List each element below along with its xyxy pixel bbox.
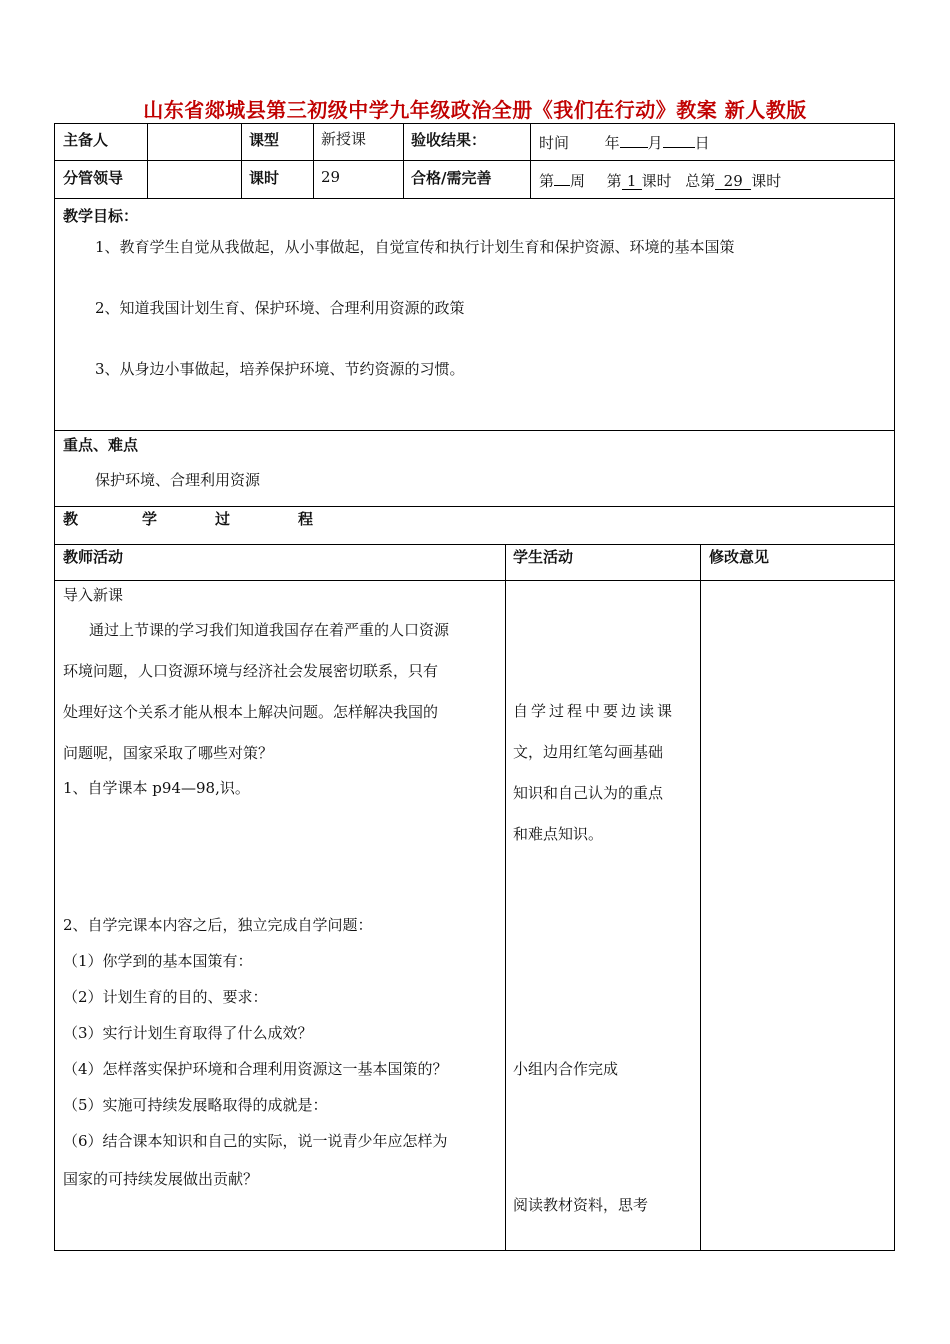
col-divider bbox=[147, 124, 148, 198]
column-header-revision: 修改意见 bbox=[709, 548, 770, 566]
intro-line: 处理好这个关系才能从根本上解决问题。怎样解决我国的 bbox=[63, 703, 439, 721]
lesson-plan-table bbox=[54, 123, 895, 1251]
goal-item: 1、教育学生自觉从我做起，从小事做起，自觉宣传和执行计划生育和保护资源、环境的基本国策 bbox=[95, 238, 735, 256]
intro-line: 环境问题，人口资源环境与经济社会发展密切联系，只有 bbox=[63, 662, 439, 680]
header-label-supervisor: 分管领导 bbox=[63, 169, 124, 187]
question-item: （6）结合课本知识和自己的实际，说一说青少年应怎样为 bbox=[63, 1132, 448, 1150]
lesson-prefix: 第 bbox=[606, 172, 622, 190]
year-label: 年 bbox=[604, 134, 620, 152]
intro-line: 通过上节课的学习我们知道我国存在着严重的人口资源 bbox=[89, 621, 450, 639]
key-points-text: 保护环境、合理利用资源 bbox=[95, 471, 261, 489]
week-blank bbox=[554, 167, 570, 186]
header-label-acceptance: 验收结果： bbox=[411, 131, 487, 149]
process-heading-char: 教 bbox=[63, 510, 79, 528]
student-note-line: 文，边用红笔勾画基础 bbox=[513, 743, 664, 761]
step-1: 1、自学课本 p94—98,识。 bbox=[63, 779, 250, 797]
day-label: 日 bbox=[694, 134, 710, 152]
question-item: （5）实施可持续发展略取得的成就是： bbox=[63, 1096, 328, 1114]
week-prefix: 第 bbox=[539, 172, 555, 190]
row-divider bbox=[55, 580, 894, 581]
column-header-teacher: 教师活动 bbox=[63, 548, 124, 566]
header-time-field bbox=[539, 129, 710, 153]
total-suffix: 课时 bbox=[751, 172, 782, 190]
row-divider bbox=[55, 160, 894, 161]
intro-line: 问题呢，国家采取了哪些对策？ bbox=[63, 744, 274, 762]
header-label-preparer: 主备人 bbox=[63, 131, 109, 149]
question-item: （4）怎样落实保护环境和合理利用资源这一基本国策的？ bbox=[63, 1060, 448, 1078]
day-blank bbox=[663, 129, 695, 148]
total-number: 29 bbox=[715, 171, 751, 190]
header-label-period: 课时 bbox=[249, 169, 280, 187]
col-divider bbox=[700, 544, 701, 1251]
student-group-task: 小组内合作完成 bbox=[513, 1060, 619, 1078]
col-divider bbox=[505, 544, 506, 1251]
col-divider bbox=[241, 124, 242, 198]
process-heading-char: 程 bbox=[298, 510, 314, 528]
student-note-line: 和难点知识。 bbox=[513, 825, 604, 843]
month-blank bbox=[620, 129, 648, 148]
month-label: 月 bbox=[647, 134, 663, 152]
goal-item: 2、知道我国计划生育、保护环境、合理利用资源的政策 bbox=[95, 299, 465, 317]
row-divider bbox=[55, 430, 894, 431]
question-item: （3）实行计划生育取得了什么成效？ bbox=[63, 1024, 313, 1042]
row-divider bbox=[55, 198, 894, 199]
lesson-number: 1 bbox=[622, 171, 642, 190]
time-label: 时间 bbox=[539, 134, 570, 152]
key-points-heading: 重点、难点 bbox=[63, 436, 139, 454]
step-2: 2、自学完课本内容之后，独立完成自学问题： bbox=[63, 916, 373, 934]
column-header-student: 学生活动 bbox=[513, 548, 574, 566]
col-divider bbox=[530, 124, 531, 198]
student-note-line: 自学过程中要边读课 bbox=[513, 702, 676, 720]
document-title: 山东省郯城县第三初级中学九年级政治全册《我们在行动》教案 新人教版 bbox=[143, 98, 807, 122]
col-divider bbox=[403, 124, 404, 198]
header-label-status: 合格/需完善 bbox=[411, 169, 492, 187]
question-item: （1）你学到的基本国策有： bbox=[63, 952, 253, 970]
lesson-suffix: 课时 bbox=[641, 172, 672, 190]
header-value-lesson-type: 新授课 bbox=[321, 130, 367, 148]
row-divider bbox=[55, 506, 894, 507]
total-prefix: 总第 bbox=[685, 172, 716, 190]
student-reading-task: 阅读教材资料，思考 bbox=[513, 1196, 649, 1214]
student-note-line: 知识和自己认为的重点 bbox=[513, 784, 664, 802]
question-item: （2）计划生育的目的、要求： bbox=[63, 988, 268, 1006]
header-value-period: 29 bbox=[321, 168, 341, 186]
week-suffix: 周 bbox=[570, 172, 586, 190]
goals-heading: 教学目标： bbox=[63, 207, 139, 225]
col-divider bbox=[313, 124, 314, 198]
intro-title: 导入新课 bbox=[63, 586, 124, 604]
row-divider bbox=[55, 544, 894, 545]
header-label-lesson-type: 课型 bbox=[249, 131, 280, 149]
process-heading-char: 学 bbox=[142, 510, 158, 528]
process-heading-char: 过 bbox=[215, 510, 231, 528]
question-item-cont: 国家的可持续发展做出贡献？ bbox=[63, 1170, 259, 1188]
goal-item: 3、从身边小事做起，培养保护环境、节约资源的习惯。 bbox=[95, 360, 465, 378]
header-week-field bbox=[539, 167, 781, 191]
